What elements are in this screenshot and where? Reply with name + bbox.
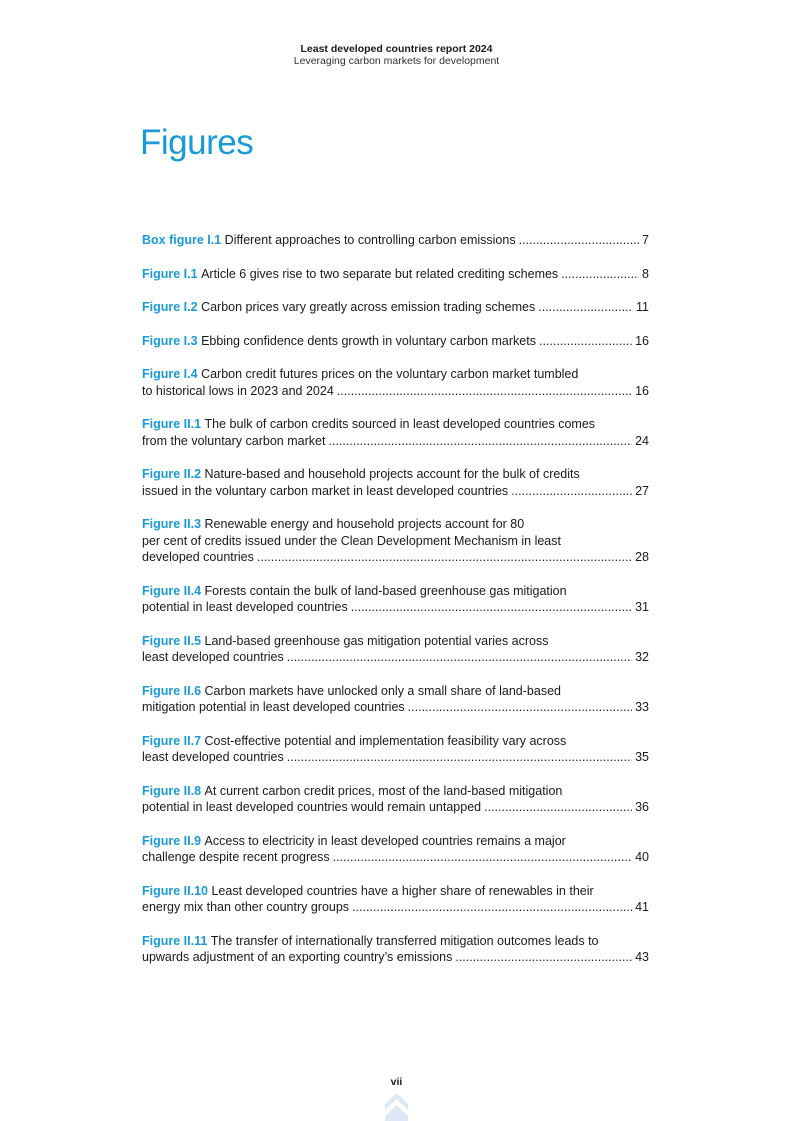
- page-ref[interactable]: 24: [635, 433, 649, 448]
- dot-leader: [408, 699, 632, 716]
- dot-leader: [333, 849, 632, 866]
- chevron-up-icon: [384, 1090, 409, 1121]
- toc-entry[interactable]: [142, 733, 649, 766]
- dot-leader: [352, 899, 632, 916]
- toc-entry[interactable]: [142, 299, 649, 316]
- page-ref[interactable]: 11: [636, 300, 649, 314]
- figure-caption-line: The bulk of carbon credits sourced in least developed countries comes: [204, 417, 596, 431]
- figure-label: Box figure I.1: [142, 233, 222, 247]
- figure-caption-line: to historical lows in 2023 and 2024: [142, 383, 334, 398]
- dot-leader: [351, 599, 632, 616]
- figure-caption-line: Least developed countries have a higher share of renewables in their: [211, 883, 594, 898]
- figure-caption-line: Carbon prices vary greatly across emission trading schemes: [201, 300, 536, 314]
- figure-label: Figure II.1: [142, 417, 202, 431]
- dot-leader: [287, 749, 632, 766]
- section-title: Figures: [140, 123, 254, 162]
- figure-caption-line: potential in least developed countries: [142, 600, 348, 614]
- page-ref[interactable]: 41: [635, 900, 649, 914]
- figure-caption-line: Ebbing confidence dents growth in voluntary carbon markets: [201, 333, 536, 348]
- figure-label: Figure II.10: [142, 883, 208, 898]
- dot-leader: [539, 333, 632, 350]
- toc-entry[interactable]: [142, 266, 649, 283]
- figure-label: Figure II.5: [142, 633, 202, 648]
- figure-label: Figure II.7: [142, 733, 202, 748]
- dot-leader: [519, 232, 639, 249]
- figure-caption-line: challenge despite recent progress: [142, 850, 330, 864]
- figure-caption-line: developed countries: [142, 550, 254, 564]
- page-ref[interactable]: 27: [635, 483, 649, 498]
- page-ref[interactable]: 16: [635, 333, 649, 348]
- report-title: Least developed countries report 2024: [300, 43, 493, 55]
- page-ref[interactable]: 32: [635, 650, 649, 664]
- page-number: vii: [390, 1076, 403, 1088]
- toc-entry[interactable]: [142, 583, 649, 616]
- figure-caption-line: Access to electricity in least developed countries remains a major: [204, 833, 566, 848]
- figure-label: Figure I.1: [142, 266, 198, 281]
- figure-caption-line: Different approaches to controlling carbon emissions: [224, 233, 516, 247]
- figure-label: Figure II.9: [142, 833, 202, 848]
- toc-entry[interactable]: [142, 783, 649, 816]
- dot-leader: [455, 949, 632, 966]
- figure-label: Figure I.2: [142, 300, 198, 314]
- figure-label: Figure I.3: [142, 333, 198, 348]
- figure-caption-line: Carbon credit futures prices on the voluntary carbon market tumbled: [201, 367, 579, 381]
- page-ref[interactable]: 40: [635, 850, 649, 864]
- page-ref[interactable]: 31: [635, 600, 649, 614]
- figure-caption-line: least developed countries: [142, 650, 284, 664]
- figure-caption-line: Land-based greenhouse gas mitigation potential varies across: [204, 633, 549, 648]
- toc-entry[interactable]: [142, 366, 649, 399]
- dot-leader: [257, 549, 632, 566]
- figure-label: Figure II.11: [142, 933, 208, 948]
- figures-list: [142, 232, 649, 983]
- figure-caption-line: Forests contain the bulk of land-based greenhouse gas mitigation: [204, 583, 567, 598]
- figure-label: Figure I.4: [142, 367, 198, 381]
- dot-leader: [561, 266, 639, 283]
- running-header: [0, 43, 793, 67]
- figure-label: Figure II.2: [142, 467, 202, 481]
- page-ref[interactable]: 16: [635, 383, 649, 398]
- page-ref[interactable]: 36: [635, 800, 649, 814]
- dot-leader: [511, 483, 632, 500]
- figure-caption-line: per cent of credits issued under the Clean Development Mechanism in least: [142, 533, 561, 548]
- dot-leader: [337, 383, 632, 400]
- report-subtitle: Leveraging carbon markets for development: [293, 55, 500, 67]
- toc-entry[interactable]: [142, 683, 649, 716]
- figure-caption-line: from the voluntary carbon market: [142, 433, 326, 448]
- figure-caption-line: At current carbon credit prices, most of the land-based mitigation: [204, 783, 563, 798]
- figure-caption-line: least developed countries: [142, 750, 284, 764]
- figure-label: Figure II.3: [142, 517, 202, 531]
- figure-caption-line: issued in the voluntary carbon market in least developed countries: [142, 483, 509, 498]
- figure-caption-line: mitigation potential in least developed countries: [142, 700, 405, 714]
- toc-entry[interactable]: [142, 833, 649, 866]
- page-ref[interactable]: 35: [635, 750, 649, 764]
- page-ref[interactable]: 28: [635, 550, 649, 564]
- figure-caption-line: Carbon markets have unlocked only a small share of land-based: [204, 683, 561, 698]
- toc-entry[interactable]: [142, 883, 649, 916]
- page-ref[interactable]: 8: [642, 266, 649, 281]
- toc-entry[interactable]: [142, 633, 649, 666]
- dot-leader: [484, 799, 632, 816]
- toc-entry[interactable]: [142, 933, 649, 966]
- figure-label: Figure II.8: [142, 783, 202, 798]
- page-ref[interactable]: 7: [642, 233, 649, 247]
- figure-caption-line: The transfer of internationally transferred mitigation outcomes leads to: [210, 933, 599, 948]
- figure-caption-line: Nature-based and household projects account for the bulk of credits: [204, 467, 580, 481]
- figure-caption-line: upwards adjustment of an exporting country’s emissions: [142, 950, 453, 964]
- figure-caption-line: Article 6 gives rise to two separate but related crediting schemes: [201, 266, 559, 281]
- dot-leader: [328, 433, 632, 450]
- toc-entry[interactable]: [142, 416, 649, 449]
- figure-label: Figure II.6: [142, 683, 202, 698]
- dot-leader: [287, 649, 632, 666]
- toc-entry[interactable]: [142, 232, 649, 249]
- toc-entry[interactable]: [142, 333, 649, 350]
- toc-entry[interactable]: [142, 466, 649, 499]
- figure-caption-line: Cost-effective potential and implementation feasibility vary across: [204, 733, 567, 748]
- figure-caption-line: energy mix than other country groups: [142, 900, 350, 914]
- dot-leader: [538, 299, 633, 316]
- figure-caption-line: potential in least developed countries would remain untapped: [142, 800, 482, 814]
- figure-caption-line: Renewable energy and household projects account for 80: [204, 517, 525, 531]
- page-ref[interactable]: 33: [635, 700, 649, 714]
- page-ref[interactable]: 43: [635, 950, 649, 964]
- toc-entry[interactable]: [142, 516, 649, 566]
- figure-label: Figure II.4: [142, 583, 202, 598]
